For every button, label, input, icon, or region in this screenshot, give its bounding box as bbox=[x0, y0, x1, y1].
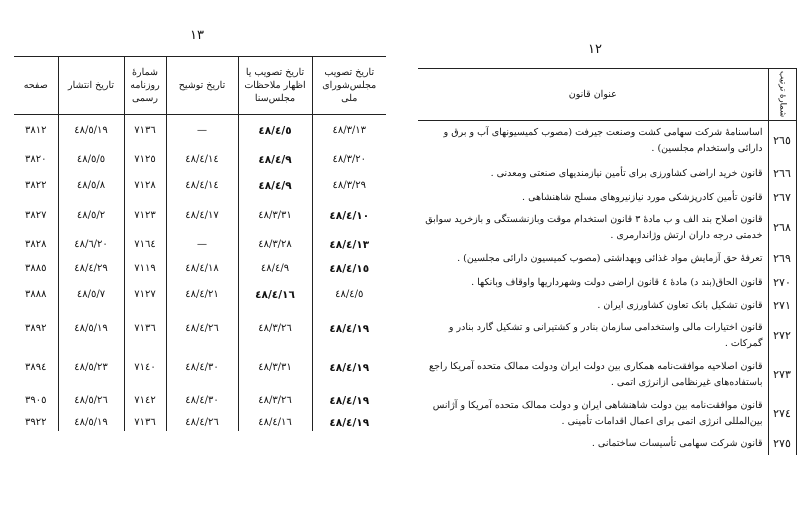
table-row bbox=[14, 257, 386, 281]
cell-publish-date: ٤٨/٥/٨ bbox=[58, 173, 124, 199]
table-row bbox=[418, 295, 796, 317]
table-row bbox=[418, 355, 796, 395]
cell-signing-date: ٤٨/٤/٢١ bbox=[166, 281, 238, 309]
cell-signing-date: — bbox=[166, 233, 238, 257]
cell-gazette-number: ٧١٣٦ bbox=[124, 309, 166, 349]
cell-senate-date: ٤٨/٤/٩ bbox=[238, 147, 312, 173]
header-majlis-date: تاريخ تصويب مجلس‌شورای ملی bbox=[312, 57, 386, 115]
cell-page: ٣٨٩٤ bbox=[25, 362, 47, 373]
table-row bbox=[14, 415, 386, 431]
cell-gazette-number: ٧١٣٦ bbox=[124, 415, 166, 431]
cell-law-title: قانون اختيارات مالی واستخدامی سازمان بنادر و کشتيرانی و تشکيل گارد بنادر و گمرکات . bbox=[448, 321, 763, 349]
left-table bbox=[14, 56, 386, 431]
cell-senate-date: ٤٨/٤/٥ bbox=[238, 115, 312, 147]
cell-senate-date: ٤٨/٤/١٦ bbox=[238, 415, 312, 431]
table-row bbox=[14, 387, 386, 415]
cell-publish-date: ٤٨/٥/٢ bbox=[58, 199, 124, 233]
cell-law-title: تعرفهٔ حق آزمايش مواد غذائی وبهداشتی (مصوب کميسيون دارائی مجلسين) . bbox=[457, 252, 763, 264]
cell-majlis-date: ٤٨/٤/١٩ bbox=[312, 309, 386, 349]
cell-majlis-date: ٤٨/٤/١٩ bbox=[312, 387, 386, 415]
cell-gazette-number: ٧١٢٨ bbox=[124, 173, 166, 199]
cell-page: ٣٨٢٢ bbox=[25, 180, 47, 191]
cell-majlis-date: ٤٨/٤/١٩ bbox=[312, 349, 386, 387]
cell-majlis-date: ٤٨/٤/١٠ bbox=[312, 199, 386, 233]
cell-publish-date: ٤٨/٤/٢٩ bbox=[58, 257, 124, 281]
cell-majlis-date: ٤٨/٣/٢٠ bbox=[312, 147, 386, 173]
cell-senate-date: ٤٨/٤/١٦ bbox=[238, 281, 312, 309]
cell-page: ٣٨٢٠ bbox=[25, 154, 47, 165]
cell-senate-date: ٤٨/٣/٢٨ bbox=[238, 233, 312, 257]
cell-publish-date: ٤٨/٥/١٩ bbox=[58, 115, 124, 147]
table-row bbox=[14, 115, 386, 147]
cell-sequence: ٢٧٥ bbox=[768, 433, 796, 455]
table-row bbox=[418, 161, 796, 187]
cell-senate-date: ٤٨/٣/٢٦ bbox=[238, 387, 312, 415]
cell-page: ٣٨٢٧ bbox=[25, 210, 47, 221]
cell-signing-date: — bbox=[166, 115, 238, 147]
table-row bbox=[418, 209, 796, 247]
header-signing-date: تاريخ توشيح bbox=[166, 57, 238, 115]
cell-senate-date: ٤٨/٤/٩ bbox=[238, 257, 312, 281]
cell-publish-date: ٤٨/٥/٥ bbox=[58, 147, 124, 173]
cell-law-title: قانون خريد اراضی کشاورزی برای تأمين نيازمنديهای صنعتی ومعدنی . bbox=[490, 167, 763, 179]
cell-senate-date: ٤٨/٤/٩ bbox=[238, 173, 312, 199]
cell-publish-date: ٤٨/٥/٧ bbox=[58, 281, 124, 309]
cell-law-title: قانون الحاق(بند د) مادهٔ ٤ قانون اراضی دولت وشهرداريها واوقاف وبانکها . bbox=[471, 276, 763, 288]
cell-sequence: ٢٧٤ bbox=[768, 395, 796, 433]
cell-page: ٣٩٠٥ bbox=[25, 395, 47, 406]
cell-sequence: ٢٧٣ bbox=[768, 355, 796, 395]
table-row bbox=[14, 349, 386, 387]
cell-page: ٣٨٨٥ bbox=[25, 263, 47, 274]
header-sequence: شمارهٔ ترتيب bbox=[768, 69, 796, 121]
cell-signing-date: ٤٨/٤/٣٠ bbox=[166, 387, 238, 415]
cell-sequence: ٢٦٥ bbox=[768, 121, 796, 161]
cell-page: ٣٨٩٢ bbox=[25, 323, 47, 334]
table-row bbox=[418, 187, 796, 209]
cell-signing-date: ٤٨/٤/١٧ bbox=[166, 199, 238, 233]
header-senate-date: تاريخ تصويب يا اظهار ملاحظات مجلس‌سنا bbox=[238, 57, 312, 115]
cell-signing-date: ٤٨/٤/١٨ bbox=[166, 257, 238, 281]
cell-gazette-number: ٧١٢٧ bbox=[124, 281, 166, 309]
cell-signing-date: ٤٨/٤/٣٠ bbox=[166, 349, 238, 387]
cell-page: ٣٨٨٨ bbox=[25, 289, 47, 300]
cell-law-title: قانون شرکت سهامی تأسيسات ساختمانی . bbox=[591, 437, 763, 449]
header-law-title: عنوان قانون bbox=[418, 69, 768, 121]
cell-majlis-date: ٤٨/٣/٢٩ bbox=[312, 173, 386, 199]
cell-senate-date: ٤٨/٣/٢٦ bbox=[238, 309, 312, 349]
cell-majlis-date: ٤٨/٣/١٣ bbox=[312, 115, 386, 147]
cell-law-title: قانون تشکيل بانک تعاون کشاورزی ايران . bbox=[597, 299, 763, 311]
cell-gazette-number: ٧١١٩ bbox=[124, 257, 166, 281]
cell-page: ٣٨١٢ bbox=[25, 125, 47, 137]
cell-gazette-number: ٧١٤٢ bbox=[124, 387, 166, 415]
cell-majlis-date: ٤٨/٤/١٩ bbox=[312, 415, 386, 431]
table-row bbox=[418, 395, 796, 433]
cell-senate-date: ٤٨/٣/٣١ bbox=[238, 349, 312, 387]
cell-majlis-date: ٤٨/٤/١٥ bbox=[312, 257, 386, 281]
table-row bbox=[418, 317, 796, 355]
table-row bbox=[14, 281, 386, 309]
left-page-number: ١٣ bbox=[190, 28, 204, 43]
cell-publish-date: ٤٨/٥/١٩ bbox=[58, 415, 124, 431]
table-row bbox=[418, 433, 796, 455]
right-table bbox=[418, 68, 797, 455]
cell-senate-date: ٤٨/٣/٣١ bbox=[238, 199, 312, 233]
cell-majlis-date: ٤٨/٤/١٣ bbox=[312, 233, 386, 257]
table-row bbox=[14, 233, 386, 257]
cell-sequence: ٢٦٨ bbox=[768, 209, 796, 247]
cell-publish-date: ٤٨/٥/٢٣ bbox=[58, 349, 124, 387]
cell-majlis-date: ٤٨/٤/٥ bbox=[312, 281, 386, 309]
table-row bbox=[14, 199, 386, 233]
cell-gazette-number: ٧١٦٤ bbox=[124, 233, 166, 257]
header-publish-date: تاريخ انتشار bbox=[58, 57, 124, 115]
cell-law-title: قانون اصلاح بند الف و ب مادهٔ ٣ قانون استخدام موقت وبازنشستگی و بازخريد سوابق خدمتی درجه داران ارتش وژاندارمری . bbox=[425, 213, 763, 241]
cell-sequence: ٢٦٩ bbox=[768, 247, 796, 271]
cell-sequence: ٢٦٧ bbox=[768, 187, 796, 209]
table-row bbox=[418, 121, 796, 161]
cell-publish-date: ٤٨/٥/١٩ bbox=[58, 309, 124, 349]
cell-page: ٣٨٢٨ bbox=[25, 239, 47, 250]
cell-gazette-number: ٧١٢٣ bbox=[124, 199, 166, 233]
cell-sequence: ٢٧١ bbox=[768, 295, 796, 317]
left-page bbox=[0, 0, 392, 527]
table-row bbox=[14, 147, 386, 173]
header-page: صفحه bbox=[14, 57, 58, 115]
cell-signing-date: ٤٨/٤/١٤ bbox=[166, 173, 238, 199]
cell-gazette-number: ٧١٤٠ bbox=[124, 349, 166, 387]
cell-sequence: ٢٧٢ bbox=[768, 317, 796, 355]
cell-law-title: قانون تأمين کادرپزشکی مورد نيازنيروهای مسلح شاهنشاهی . bbox=[522, 191, 763, 203]
cell-signing-date: ٤٨/٤/١٤ bbox=[166, 147, 238, 173]
table-row bbox=[14, 309, 386, 349]
cell-sequence: ٢٦٦ bbox=[768, 161, 796, 187]
cell-law-title: قانون موافقت‌نامه بين دولت شاهنشاهی ايران و دولت ممالک متحده آمريکا و آژانس بين‌المللی انرژی اتمی برای اعمال اقدامات تأمينی . bbox=[432, 399, 763, 427]
cell-law-title: قانون اصلاحيه موافقت‌نامه همکاری بين دولت ايران ودولت ممالک متحده آمريکا راجع باستفاده‌های غيرنظامی ازانرژی اتمی . bbox=[429, 360, 763, 388]
header-gazette-number: شمارهٔ روزنامه رسمی bbox=[124, 57, 166, 115]
cell-publish-date: ٤٨/٦/٢٠ bbox=[58, 233, 124, 257]
cell-gazette-number: ٧١٣٦ bbox=[124, 115, 166, 147]
table-row bbox=[14, 173, 386, 199]
table-row bbox=[418, 271, 796, 295]
table-row bbox=[418, 247, 796, 271]
cell-signing-date: ٤٨/٤/٢٦ bbox=[166, 415, 238, 431]
cell-publish-date: ٤٨/٥/٢٦ bbox=[58, 387, 124, 415]
right-page bbox=[410, 0, 800, 527]
cell-sequence: ٢٧٠ bbox=[768, 271, 796, 295]
cell-page: ٣٩٢٢ bbox=[25, 417, 47, 428]
right-page-number: ١٢ bbox=[588, 42, 602, 57]
cell-gazette-number: ٧١٢٥ bbox=[124, 147, 166, 173]
cell-signing-date: ٤٨/٤/٢٦ bbox=[166, 309, 238, 349]
cell-law-title: اساسنامهٔ شرکت سهامی کشت وصنعت جيرفت (مصوب کميسيونهای آب و برق و دارائی واستخدام مجلسين) . bbox=[443, 126, 763, 154]
